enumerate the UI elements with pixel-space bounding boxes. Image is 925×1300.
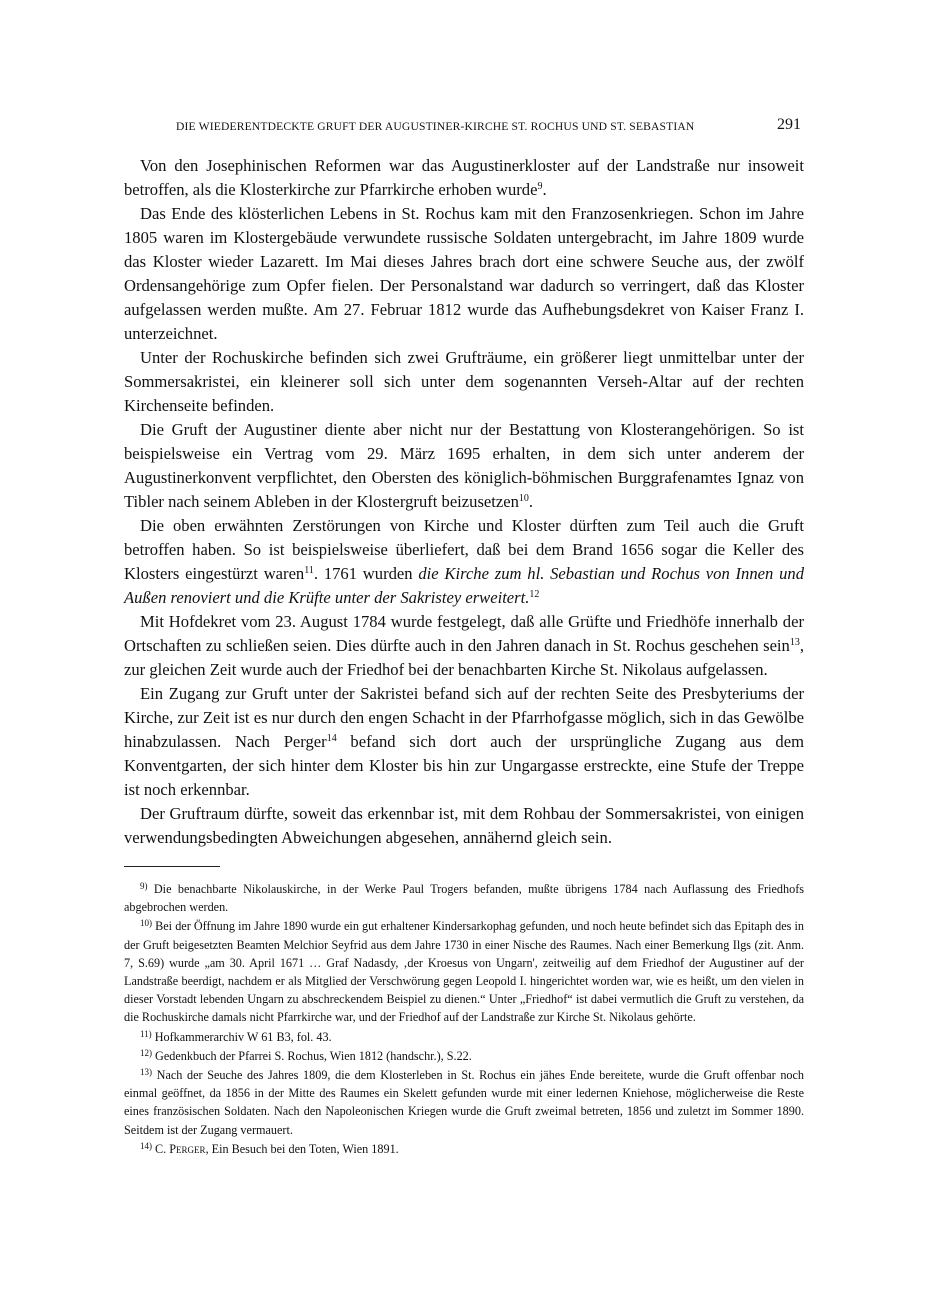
running-title: DIE WIEDERENTDECKTE GRUFT DER AUGUSTINER-KIRCHE ST. ROCHUS UND ST. SEBASTIAN <box>176 120 695 133</box>
footnote-ref[interactable]: 14 <box>326 733 337 744</box>
footnotes <box>124 880 804 1159</box>
paragraph: Die Gruft der Augustiner diente aber nicht nur der Bestattung von Klosterangehörigen. So ist beispielsweise ein Vertrag vom 29. März 1695 erhalten, in dem sich unter anderem der Augustinerkonvent verpflichtet, den Obersten des königlich-böhmischen Burggrafenamtes Ignaz von Tibler nach seinem Ableben in der Klostergruft beizusetzen$^{10}$. <box>124 420 804 511</box>
quotation-italic: die Kirche zum hl. Sebastian und Rochus von Innen und Außen renoviert und die Krüfte unter der Sakristey erweitert. <box>124 564 804 607</box>
footnote-mark: 9) <box>140 881 148 891</box>
footnote-ref[interactable]: 9 <box>537 181 543 192</box>
footnote: $^{13)}$ Nach der Seuche des Jahres 1809, die dem Klosterleben in St. Rochus ein jähes Ende bereitete, wurde die Gruft offenbar noch einmal geöffnet, da 1856 in der Mitte des Raumes ein Skelett gefunden wurde mit einer ledernen Kniehose, möglicherweise die Reste eines französischen Soldaten. Nach den Napoleonischen Kriegen wurde die Gruft zweimal betreten, 1856 und zuletzt im Sommer 1890. Seitdem ist der Zugang vermauert. <box>124 1067 805 1137</box>
footnote-mark: 12) <box>140 1047 152 1058</box>
paragraph: Von den Josephinischen Reformen war das Augustinerkloster auf der Landstraße nur insoweit betroffen, als die Klosterkirche zur Pfarrkirche erhoben wurde$^9$. <box>124 156 804 199</box>
footnote: $^{10)}$ Bei der Öffnung im Jahre 1890 wurde ein gut erhaltener Kindersarkophag gefunden, und noch heute befindet sich das Epitaph des in der Gruft beigesetzten Beamten Melchior Seyfrid aus dem Jahre 1730 in einer Nische des Raumes. Nach einer Bemerkung Ilgs (zit. Anm. 7, S.69) wurde „am 30. April 1671 … Graf Nadasdy, ‚der Kroesus von Ungarn', zeitweilig auf dem Friedhof der Augustiner auf der Landstraße beerdigt, nachdem er als Mitglied der Verschwörung gegen Leopold I. hingerichtet worden war, wie es heißt, um den vielen in dieser Vorstadt lebenden Ungarn zu abschreckendem Beispiel zu dienen.“ Unter „Friedhof“ ist dabei vermutlich die Gruft zu verstehen, da die Rochuskirche damals nicht Pfarrkirche war, und der Friedhof auf der Landstraße zur Kirche St. Nikolaus gehörte. <box>124 918 805 1025</box>
footnote: $^{11)}$ Hofkammerarchiv W 61 B3, fol. 43. <box>140 1028 332 1044</box>
footnote-ref[interactable]: 13 <box>789 637 800 648</box>
footnote-ref[interactable]: 11 <box>304 565 314 576</box>
page-header <box>124 117 804 139</box>
paragraph: Unter der Rochuskirche befinden sich zwei Grufträume, ein größerer liegt unmittelbar unter der Sommersakristei, ein kleinerer soll sich unter dem sogenannten Verseh-Altar auf der rechten Kirchenseite befinden. <box>124 348 804 415</box>
footnote-ref[interactable]: 10 <box>518 493 529 504</box>
footnote-mark: 11) <box>140 1028 152 1039</box>
footnote: $^{9)}$ Die benachbarte Nikolauskirche, in der Werke Paul Trogers befanden, mußte übrigens 1784 nach Auflassung des Friedhofs abgebrochen werden. <box>124 881 804 915</box>
paragraph: Ein Zugang zur Gruft unter der Sakristei befand sich auf der rechten Seite des Presbyteriums der Kirche, zur Zeit ist es nur durch den engen Schacht in der Pfarrhofgasse möglich, sich in das Gewölbe hinabzulassen. Nach Perger$^{14}$ befand sich dort auch der ursprüngliche Zugang aus dem Konventgarten, der sich hinter dem Kloster bis hin zur Ungargasse erstreckte, eine Stufe der Treppe ist noch erkennbar. <box>124 684 804 799</box>
page-number: 291 <box>777 116 801 133</box>
author-name: C. Perger <box>155 1141 206 1156</box>
footnote-mark: 14) <box>140 1140 152 1151</box>
footnote: $^{12)}$ Gedenkbuch der Pfarrei S. Rochus, Wien 1812 (handschr.), S.22. <box>140 1047 472 1063</box>
footnote-ref[interactable]: 12 <box>529 589 540 600</box>
main-text <box>124 154 804 850</box>
footnote-mark: 13) <box>140 1067 152 1078</box>
paragraph: Mit Hofdekret vom 23. August 1784 wurde festgelegt, daß alle Grüfte und Friedhöfe innerhalb der Ortschaften zu schließen seien. Dies dürfte auch in den Jahren danach in St. Rochus geschehen sein$^{13}$, zur gleichen Zeit wurde auch der Friedhof bei der benachbarten Kirche St. Nikolaus aufgelassen. <box>124 612 804 679</box>
footnote: $^{14)}$ C. Perger, Ein Besuch bei den Toten, Wien 1891. <box>140 1140 399 1156</box>
paragraph: Die oben erwähnten Zerstörungen von Kirche und Kloster dürften zum Teil auch die Gruft betroffen haben. So ist beispielsweise überliefert, daß bei dem Brand 1656 sogar die Keller des Klosters eingestürzt waren$^{11}$. 1761 wurden die Kirche zum hl. Sebastian und Rochus von Innen und Außen renoviert und die Krüfte unter der Sakristey erweitert.$^{12}$ <box>124 516 804 607</box>
paragraph: Das Ende des klösterlichen Lebens in St. Rochus kam mit den Franzosenkriegen. Schon im Jahre 1805 waren im Klostergebäude verwundete russische Soldaten untergebracht, im Jahre 1809 wurde das Kloster wieder Lazarett. Im Mai dieses Jahres brach dort eine schwere Seuche aus, der zwölf Ordensangehörige zum Opfer fielen. Der Personalstand war dadurch so verringert, daß das Kloster aufgelassen werden mußte. Am 27. Februar 1812 wurde das Aufhebungsdekret von Kaiser Franz I. unterzeichnet. <box>124 204 804 343</box>
footnote-divider <box>124 866 220 867</box>
footnote-mark: 10) <box>140 918 152 929</box>
paragraph: Der Gruftraum dürfte, soweit das erkennbar ist, mit dem Rohbau der Sommersakristei, von einigen verwendungsbedingten Abweichungen abgesehen, annähernd gleich sein. <box>124 804 804 847</box>
